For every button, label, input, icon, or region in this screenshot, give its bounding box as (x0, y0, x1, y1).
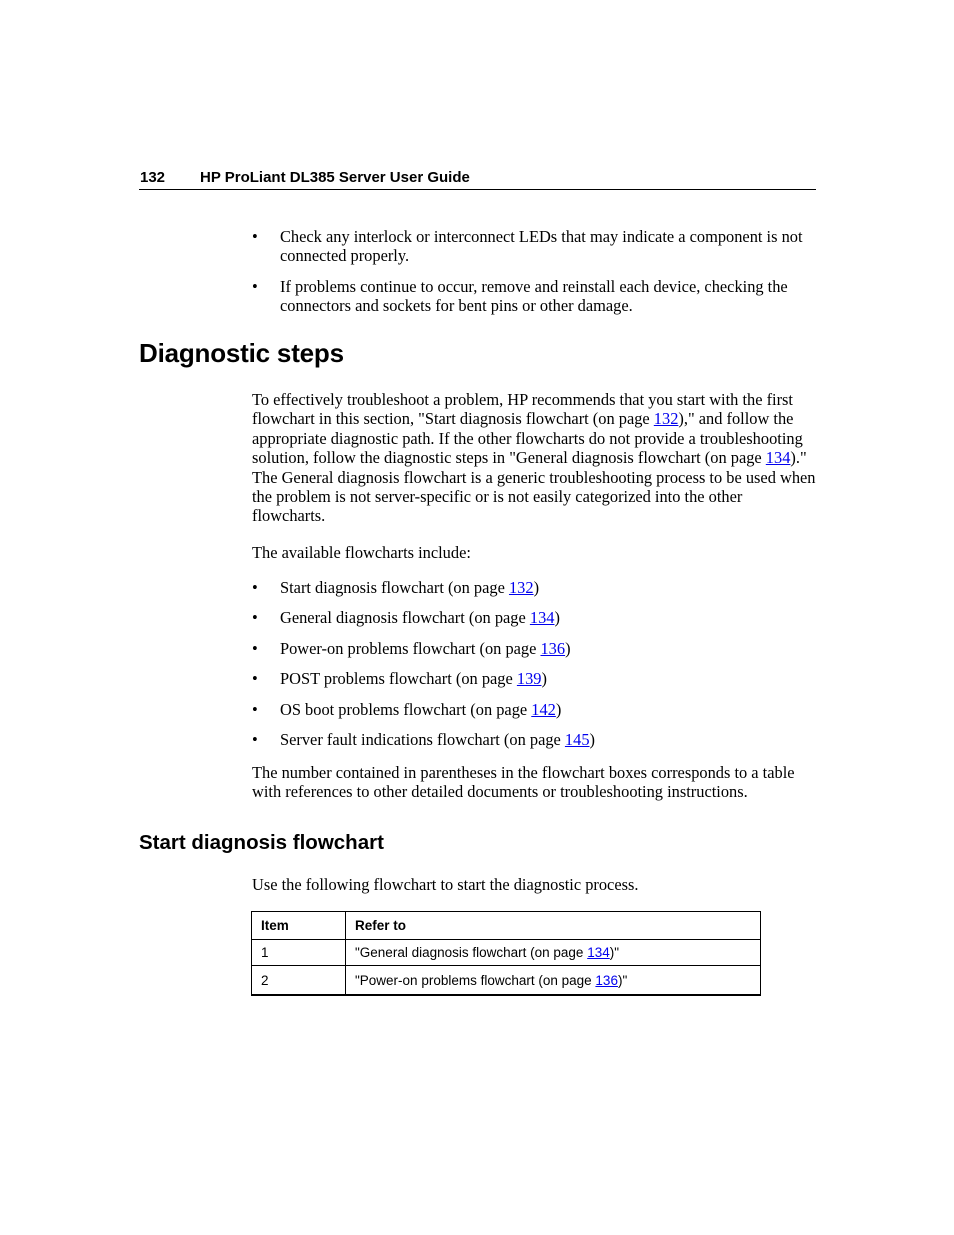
cell-text: )" (617, 972, 628, 988)
page-link-132[interactable]: 132 (653, 409, 679, 429)
text-span: )." The General diagnosis flowchart is a generic troubleshooting process to be used when the problem is not server-specific or is not easily categorized into the other flowcharts. (252, 448, 816, 526)
page-link[interactable]: 134 (587, 945, 610, 960)
document-title: HP ProLiant DL385 Server User Guide (200, 169, 470, 186)
flowchart-list (252, 578, 818, 749)
page-link[interactable]: 142 (531, 699, 556, 719)
table-header-row (252, 912, 761, 940)
cell-text: "General diagnosis flowchart (on page (355, 945, 588, 960)
page-link[interactable]: 134 (529, 608, 555, 628)
section-heading-start-diagnosis: Start diagnosis flowchart (139, 831, 384, 854)
column-header-refer-to: Refer to (346, 912, 761, 940)
text-span: To effectively troubleshoot a problem, HP recommends that you start with the first flowchart in this section, "Start diagnosis flowchart (on page (252, 390, 793, 429)
item-label: Start diagnosis flowchart (on page (280, 578, 509, 597)
item-label: Server fault indications flowchart (on page (280, 730, 565, 750)
cell-text: "Power-on problems flowchart (on page (355, 972, 596, 988)
paragraph-parentheses-note: The number contained in parentheses in the flowchart boxes corresponds to a table with references to other detailed documents or troubleshooting instructions. (252, 763, 795, 802)
paragraph-start-intro: Use the following flowchart to start the diagnostic process. (252, 875, 639, 894)
page-link[interactable]: 136 (540, 638, 566, 658)
page-link[interactable]: 136 (595, 972, 618, 988)
list-item: • If problems continue to occur, remove and reinstall each device, checking the connectors and sockets for bent pins or other damage. (252, 277, 818, 316)
flowchart-list-item (252, 730, 818, 749)
item-close: ) (589, 730, 595, 750)
item-close: ) (565, 638, 571, 658)
flowchart-list-item (252, 578, 818, 597)
column-header-item: Item (252, 912, 346, 940)
paragraph-diagnostic-intro (252, 390, 818, 526)
table-row (252, 966, 761, 996)
cell-refer-to (346, 966, 761, 996)
cell-item: 2 (252, 966, 346, 996)
intro-bullet-list (252, 227, 818, 316)
paragraph-available-flowcharts: The available flowcharts include: (252, 543, 471, 562)
cell-text: )" (609, 945, 620, 960)
page-number: 132 (140, 169, 166, 186)
page-link-134[interactable]: 134 (765, 448, 791, 468)
section-heading-diagnostic-steps: Diagnostic steps (139, 338, 344, 368)
list-item: • Check any interlock or interconnect LEDs that may indicate a component is not connected properly. (252, 227, 818, 266)
flowchart-list-item (252, 700, 818, 719)
page-link[interactable]: 145 (564, 730, 590, 750)
running-header (139, 168, 816, 190)
page-link[interactable]: 132 (508, 578, 534, 597)
flowchart-list-item (252, 608, 818, 627)
item-label: General diagnosis flowchart (on page (280, 608, 530, 628)
cell-item: 1 (252, 940, 346, 966)
item-close: ) (541, 669, 547, 689)
table-row (252, 940, 761, 966)
item-close: ) (533, 578, 540, 597)
reference-table (251, 911, 761, 996)
item-close: ) (555, 699, 562, 719)
page-link[interactable]: 139 (516, 669, 542, 689)
item-label: OS boot problems flowchart (on page (280, 699, 532, 719)
item-close: ) (554, 608, 560, 628)
flowchart-list-item (252, 669, 818, 688)
item-label: Power-on problems flowchart (on page (280, 638, 541, 658)
item-label: POST problems flowchart (on page (280, 669, 517, 689)
cell-refer-to (346, 940, 761, 966)
flowchart-list-item (252, 639, 818, 658)
text-span: )," and follow the appropriate diagnostic path. If the other flowcharts do not provide a troubleshooting solution, follow the diagnostic steps in "General diagnosis flowchart (on page (252, 409, 803, 468)
